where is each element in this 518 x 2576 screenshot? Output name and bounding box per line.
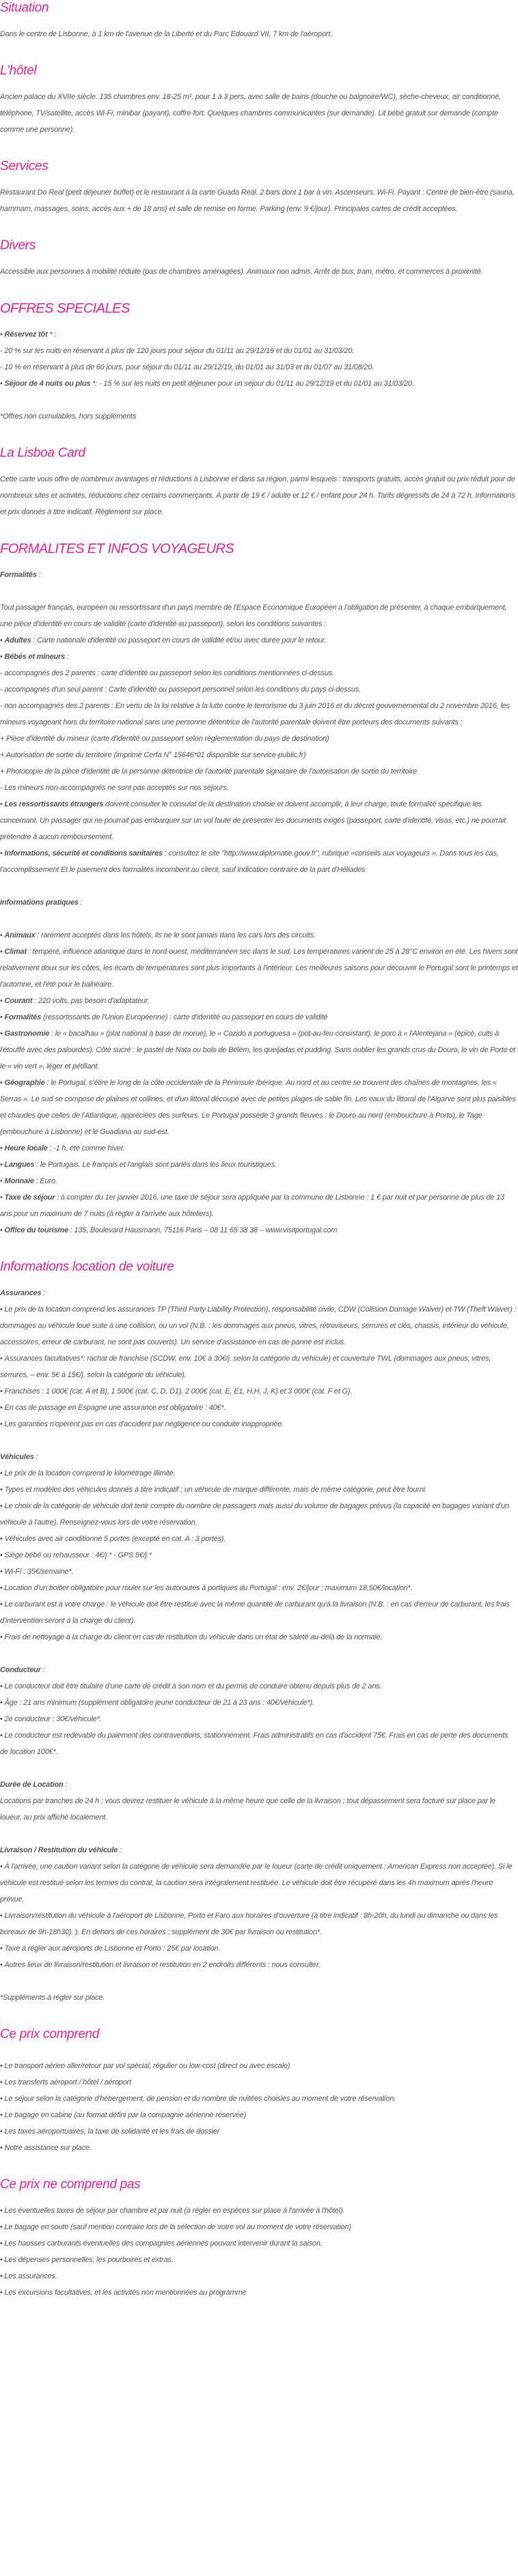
special-offers-section <box>0 300 518 425</box>
early-booking-offer: • Réservez tôt * : <box>0 326 518 343</box>
car-rental-section <box>0 1259 518 2006</box>
practical-info-item: • Taxe de séjour : à compter du 1er janvier 2016, une taxe de séjour sera appliquée par la commune de Lisbonne : 1 € par nuit et par personne de plus de 13 ans pour un maximum de 7 nuits (à régler à l'arrivée aux hôteliers). <box>0 1189 518 1222</box>
driver-item: • Âge : 21 ans minimum (supplément obligatoire jeune conducteur de 21 à 23 ans : 40€/véhicule*). <box>0 1695 518 1711</box>
insurance-item: • Franchises : 1 000€ (cat. A et B), 1 500€ (cat. C, D, D1), 2 000€ (cat. E, E1, H,H, J, K) et 3 000€ (cat. F et G). <box>0 1383 518 1400</box>
insurance-item: • Le prix de la location comprend les assurances TP (Third Party Liability Protection), responsabilité civile, CDW (Collision Damage Waiver) et TW (Theft Waiver) : dommages au véhicule loué suite à une collision, ou un vol (N.B. : les dommages aux pneus, vitres, rétroviseurs, serrures et clés, chassis, intérieur du véhicule, accessoires, erreur de carburant, ne sont pas couverts). Un service d'assistance en cas de panne est inclus. <box>0 1301 518 1350</box>
vehicle-item: • Types et modèles des véhicules donnés à titre indicatif ; un véhicule de marque différente, mais de même catégorie, peut être fourni. <box>0 1482 518 1498</box>
vehicle-item: • Location d'un boitier obligatoire pour rouler sur les autoroutes à portiques du Portugal : env. 2€/jour ; maximum 18,50€/location*. <box>0 1580 518 1596</box>
insurance-item: • Les garanties n'opèrent pas en cas d'accident par négligence ou conduite inappropriée. <box>0 1416 518 1432</box>
adults-item: • Adultes : Carte nationale d'identité ou passeport en cours de validité et/ou avec durée pour le retour. <box>0 632 518 649</box>
price-includes-heading: Ce prix comprend <box>0 2027 100 2041</box>
vehicle-item: • Siège bébé ou rehausseur : 4€/j.* - GPS 5€/j.* <box>0 1547 518 1563</box>
minors-line: - accompagnés des 2 parents : carte d'identité ou passeport selon les conditions mentionnées ci-dessus. <box>0 669 335 677</box>
insurance-item: • En cas de passage en Espagne une assurance est obligatoire : 40€*. <box>0 1400 518 1416</box>
lisboa-card-text: Cette carte vous offre de nombreux avantages et réductions à Lisbonne et dans sa région, parmi lesquels : transports gratuits, accès gratuit ou prix réduit pour de nombreux sites et activités, réductions chez certains commerçants. À partir de 19 € / adulte et 12 € / enfant pour 24 h. Tarifs dégressifs de 24 à 72 h. Informations et prix donnés à titre indicatif. Règlement sur place. <box>0 475 515 516</box>
delivery-item: • Autres lieux de livraison/restitution et livraison et restitution en 2 endroits différents : nous consulter. <box>0 1957 518 1973</box>
driver-item: • 2e conducteur : 30€/véhicule*. <box>0 1711 518 1727</box>
divers-section <box>0 238 518 280</box>
minors-line: + Photocopie de la pièce d'identité de la personne détentrice de l'autorité parentale signataire de l'autorisation de sortie du territoire <box>0 767 418 776</box>
practical-info-item: • Géographie : le Portugal, s'étire le long de la côte occidentale de la Péninsule Ibérique. Au nord et au centre se trouvent des chaînes de montagnes, les « Serras ». Le sud se compose de plaines et collines, et d'un littoral découpé avec de petites plages de sable fin. Les eaux du littoral de l'Algarve sont plus paisibles et chaudes que celles de l'Atlantique, appréciées des surfeurs. Le Portugal possède 3 grands fleuves : le Douro au nord (embouchure à Porto), le Tage (embouchure à Lisbonne) et le Guadiana au sud-est. <box>0 1075 518 1140</box>
early-booking-line: - 10 % en réservant à plus de 60 jours, pour séjour du 01/11 au 29/12/19, du 01/01 au 31/03 et du 01/07 au 31/08/20. <box>0 363 374 371</box>
delivery-item: • À l'arrivée, une caution variant selon la catégorie de véhicule sera demandée par le loueur (carte de crédit uniquement ; American Express non acceptée). Si le véhicule est restitué selon les termes du contrat, la caution sera intégralement restituée. Le véhicule doit être récupéré dans les 4h maximum après l'heure prévue. <box>0 1858 518 1908</box>
driver-item: • Le conducteur est redevable du paiement des contraventions, stationnement. Frais administratifs en cas d'accident 75€. Frais en cas de perte des documents de location 100€*. <box>0 1727 518 1760</box>
situation-text: Dans le centre de Lisbonne, à 1 km de l'avenue de la Liberté et du Parc Edouard VII, 7 km de l'aéroport. <box>0 30 333 38</box>
minors-line: - non accompagnés des 2 parents : En vertu de la loi relative à la lutte contre le terrorisme du 3 juin 2016 et du décret gouvernemental du 2 novembre 2016, les mineurs voyageant hors du territoire national sans une personne détentrice de l'autorité parentale doivent être porteurs des documents suivants : <box>0 702 510 726</box>
included-item: • Le séjour selon la catégorie d'hébergement, de pension et du nombre de nuitées choisies au moment de votre réservation. <box>0 2091 518 2107</box>
long-stay-offer: • Séjour de 4 nuits ou plus *: - 15 % sur les nuits en petit déjeuner pour un séjour du 01/11 au 29/12/19 et du 01/01 au 31/03/20. <box>0 376 518 392</box>
lisboa-card-section <box>0 445 518 520</box>
excluded-item: • Les assurances. <box>0 2268 518 2284</box>
excluded-item: • Les éventuelles taxes de séjour par chambre et par nuit (à régler en espèces sur place à l'arrivée à l'hôtel). <box>0 2203 518 2219</box>
minors-item: • Bébés et mineurs : <box>0 649 518 665</box>
practical-info-item: • Office du tourisme : 135, Boulevard Hausmann, 75116 Paris – 08 11 65 38 38 – www.visitportugal.com <box>0 1222 518 1239</box>
vehicle-item: • Le prix de la location comprend le kilométrage illimité. <box>0 1465 518 1482</box>
lisboa-card-heading: La Lisboa Card <box>0 446 85 460</box>
excluded-item: • Les dépenses personnelles, les pourboires et extras. <box>0 2252 518 2268</box>
practical-info-item: • Formalités (ressortissants de l'Union Européenne) : carte d'identité ou passeport en cours de validité <box>0 1009 518 1025</box>
vehicles-subheading: Véhicules : <box>0 1453 38 1461</box>
insurance-item: • Assurances facultatives*: rachat de franchise (SCDW, env. 10€ à 30€/j. selon la catégorie du véhicule) et couverture TWL (dommages aux pneus, vitres, serrures, – env. 5€ à 15€/j. selon la catégorie du véhicule). <box>0 1350 518 1383</box>
car-rental-heading: Informations location de voiture <box>0 1260 174 1274</box>
minors-line: + Autorisation de sortie du territoire (imprimé Cerfa N° 15646*01 disponible sur service-public.fr) <box>0 751 306 759</box>
practical-info-item: • Langues : le Portugais. Le français et l'anglais sont parlés dans les lieux touristiques. <box>0 1157 518 1173</box>
excluded-item: • Le bagage en soute (sauf mention contraire lors de la sélection de votre vol au moment de votre réservation) <box>0 2219 518 2235</box>
special-offers-heading: OFFRES SPECIALES <box>0 301 130 316</box>
rental-duration-subheading: Durée de Location : <box>0 1781 68 1789</box>
services-text: Restaurant Do Real (petit déjeuner buffet) et le restaurant à la carte Guada Real. 2 bars dont 1 bar à vin. Ascenseurs. Wi-Fi. Payant : Centre de bien-être (sauna, hammam, massages, soins, accès aux + de 18 ans) et salle de remise en forme. Parking (env. 9 €/jour). Principales cartes de crédit acceptées. <box>0 188 515 213</box>
hotel-text: Ancien palace du XVIIe siècle. 135 chambres env. 18-25 m², pour 1 à 3 pers, avec salle de bains (douche ou baignoire/WC), sèche-cheveux, air conditionné, téléphone, TV/satellite, accès Wi-Fi, minibar (payant), coffre-fort. Quelques chambres communicantes (sur demande). Lit bébé gratuit sur demande (compte comme une personne). <box>0 93 501 134</box>
vehicle-item: • Le choix de la catégorie de véhicule doit tenir compte du nombre de passagers mais aussi du volume de bagages prévus (la capacité en bagages variant d'un véhicule à l'autre). Renseignez-vous lors de votre réservation. <box>0 1498 518 1531</box>
early-booking-label: Réservez tôt <box>4 330 48 339</box>
foreign-nationals-item: • Les ressortissants étrangers doivent consulter le consulat de la destination choisie et doivent accomplir, à leur charge, toute formalité spécifique les concernant. Un passager qui ne pourrait pas embarquer sur un vol faute de présenter les documents exigés (passeport, carte d'identité, visas, etc.) ne pourrait prétendre à aucun remboursement. <box>0 796 518 845</box>
services-heading: Services <box>0 159 49 173</box>
price-excludes-heading: Ce prix ne comprend pas <box>0 2177 141 2192</box>
formalities-section <box>0 541 518 1239</box>
delivery-item: • Livraison/restitution du véhicule à l'aéroport de Lisbonne, Porto et Faro aux horaires d'ouverture (à titre indicatif : 8h-20h, du lundi au dimanche ou dans les bureaux de 9h-18h30). ). En dehors de ces horaires : supplément de 30€ par livraison ou restitution*. <box>0 1908 518 1940</box>
vehicle-item: • Frais de nettoyage à la charge du client en cas de restitution du véhicule dans un état de saleté au-delà de la normale. <box>0 1629 518 1645</box>
included-item: • Le transport aérien aller/retour par vol spécial, régulier ou low-cost (direct ou avec escale) <box>0 2058 518 2074</box>
rental-duration-text: Locations par tranches de 24 h ; vous devrez restituer le véhicule à la même heure que celle de la livraison ; tout dépassement sera facturé sur place par le loueur, au prix affiché localement. <box>0 1797 495 1822</box>
hotel-heading: L'hôtel <box>0 63 37 78</box>
insurance-subheading: Assurances : <box>0 1289 46 1297</box>
divers-heading: Divers <box>0 238 36 253</box>
driver-subheading: Conducteur : <box>0 1666 45 1674</box>
vehicle-item: • Le carburant est à votre charge : le véhicule doit être restitué avec la même quantité de carburant qu'à la livraison (N.B. : en cas d'erreur de carburant, les frais d'intervention seront à la charge du client). <box>0 1596 518 1629</box>
long-stay-label: Séjour de 4 nuits ou plus <box>4 380 91 388</box>
delivery-subheading: Livraison / Restitution du véhicule : <box>0 1846 122 1854</box>
services-section <box>0 158 518 217</box>
included-item: • Les transferts aéroport / hôtel / aéroport <box>0 2074 518 2091</box>
included-item: • Notre assistance sur place. <box>0 2140 518 2156</box>
practical-info-item: • Courant : 220 volts, pas besoin d'adaptateur. <box>0 993 518 1009</box>
practical-info-item: • Animaux : rarement acceptés dans les hôtels, ils ne le sont jamais dans les cars lors des circuits. <box>0 927 518 944</box>
included-item: • Les taxes aéroportuaires, la taxe de solidarité et les frais de dossier <box>0 2123 518 2140</box>
divers-text: Accessible aux personnes à mobilité réduite (pas de chambres aménagées). Animaux non admis. Arrêt de bus, tram, métro, et commerces à proximité. <box>0 268 483 276</box>
early-booking-line: - 20 % sur les nuits en réservant à plus de 120 jours pour séjour du 01/11 au 29/12/19 et du 01/01 au 31/03/20. <box>0 347 355 355</box>
practical-info-item: • Heure locale : -1 h, été comme hiver. <box>0 1140 518 1157</box>
practical-info-item: • Monnaie : Euro. <box>0 1173 518 1189</box>
minors-line: - accompagnés d'un seul parent : Carte d'identité ou passeport personnel selon les conditions du pays ci-dessus. <box>0 685 361 694</box>
practical-info-subheading: Informations pratiques : <box>0 898 83 907</box>
delivery-item: • Taxe à régler aux aéroports de Lisbonne et Porto : 25€ par location. <box>0 1940 518 1957</box>
offers-note: *Offres non cumulables, hors suppléments <box>0 412 137 421</box>
situation-section <box>0 0 518 42</box>
supplements-note: *Suppléments à régler sur place. <box>0 1994 105 2002</box>
practical-info-item: • Climat : tempéré, influence atlantique dans le nord-ouest, méditerranéen sec dans le sud. Les températures varient de 25 à 28°C environ en été. Les hivers sont relativement doux sur les côtes, les écarts de températures sont plus importants à l'intérieur. Les meilleures saisons pour découvrir le Portugal sont le printemps et l'automne, et l'été pour le balnéaire. <box>0 944 518 993</box>
formalities-intro: Tout passager français, européen ou ressortissant d'un pays membre de l'Espace Economique Européen a l'obligation de présenter, à chaque embarquement, une pièce d'identité en cours de validité (carte d'identité ou passeport), selon les conditions suivantes : <box>0 604 507 628</box>
driver-item: • Le conducteur doit être titulaire d'une carte de crédit à son nom et du permis de conduire obtenu depuis plus de 2 ans. <box>0 1678 518 1695</box>
minors-line: - Les mineurs non-accompagnés ne sont pas acceptés sur nos séjours. <box>0 784 229 792</box>
formalities-subheading: Formalités : <box>0 571 41 579</box>
price-excludes-section <box>0 2177 518 2301</box>
included-item: • Le bagage en cabine (au format défini par la compagnie aérienne réservée) <box>0 2107 518 2123</box>
excluded-item: • Les excursions facultatives, et les activités non mentionnées au programme <box>0 2284 518 2301</box>
safety-info-item: • Informations, sécurité et conditions sanitaires : consultez le site "http://www.diplomatie.gouv.fr", rubrique «conseils aux voyageurs ». Dans tous les cas, l'accomplissement Et le paiement des formalités incombent au client, sauf indication contraire de la part d'Héliades <box>0 845 518 878</box>
price-includes-section <box>0 2026 518 2156</box>
hotel-section <box>0 63 518 138</box>
vehicle-item: • Véhicules avec air conditionné 5 portes (excepté en cat. A : 3 portes). <box>0 1531 518 1547</box>
minors-line: + Pièce d'identité du mineur (carte d'identité ou passeport selon règlementation du pays de destination) <box>0 735 329 743</box>
formalities-heading: FORMALITES ET INFOS VOYAGEURS <box>0 541 234 556</box>
vehicle-item: • Wi-Fi : 35€/semaine*. <box>0 1563 518 1580</box>
practical-info-item: • Gastronomie : le « bacalhau » (plat national à base de morue), le « Cozido a portuguesa » (pot-au-feu consistant), le porc à « l'Alentejana » (épicé, cuits à l'étouffé avec des palourdes). Côté sucré : le pastel de Nata ou bolo de Bélèm, les queijadas et pudding. Sans oublier les grands crus du Douro, le vin de Porto et le « vin vert », léger et pétillant. <box>0 1025 518 1075</box>
situation-heading: Situation <box>0 1 49 15</box>
excluded-item: • Les hausses carburants éventuelles des compagnies aériennes pouvant intervenir durant la saison. <box>0 2235 518 2252</box>
